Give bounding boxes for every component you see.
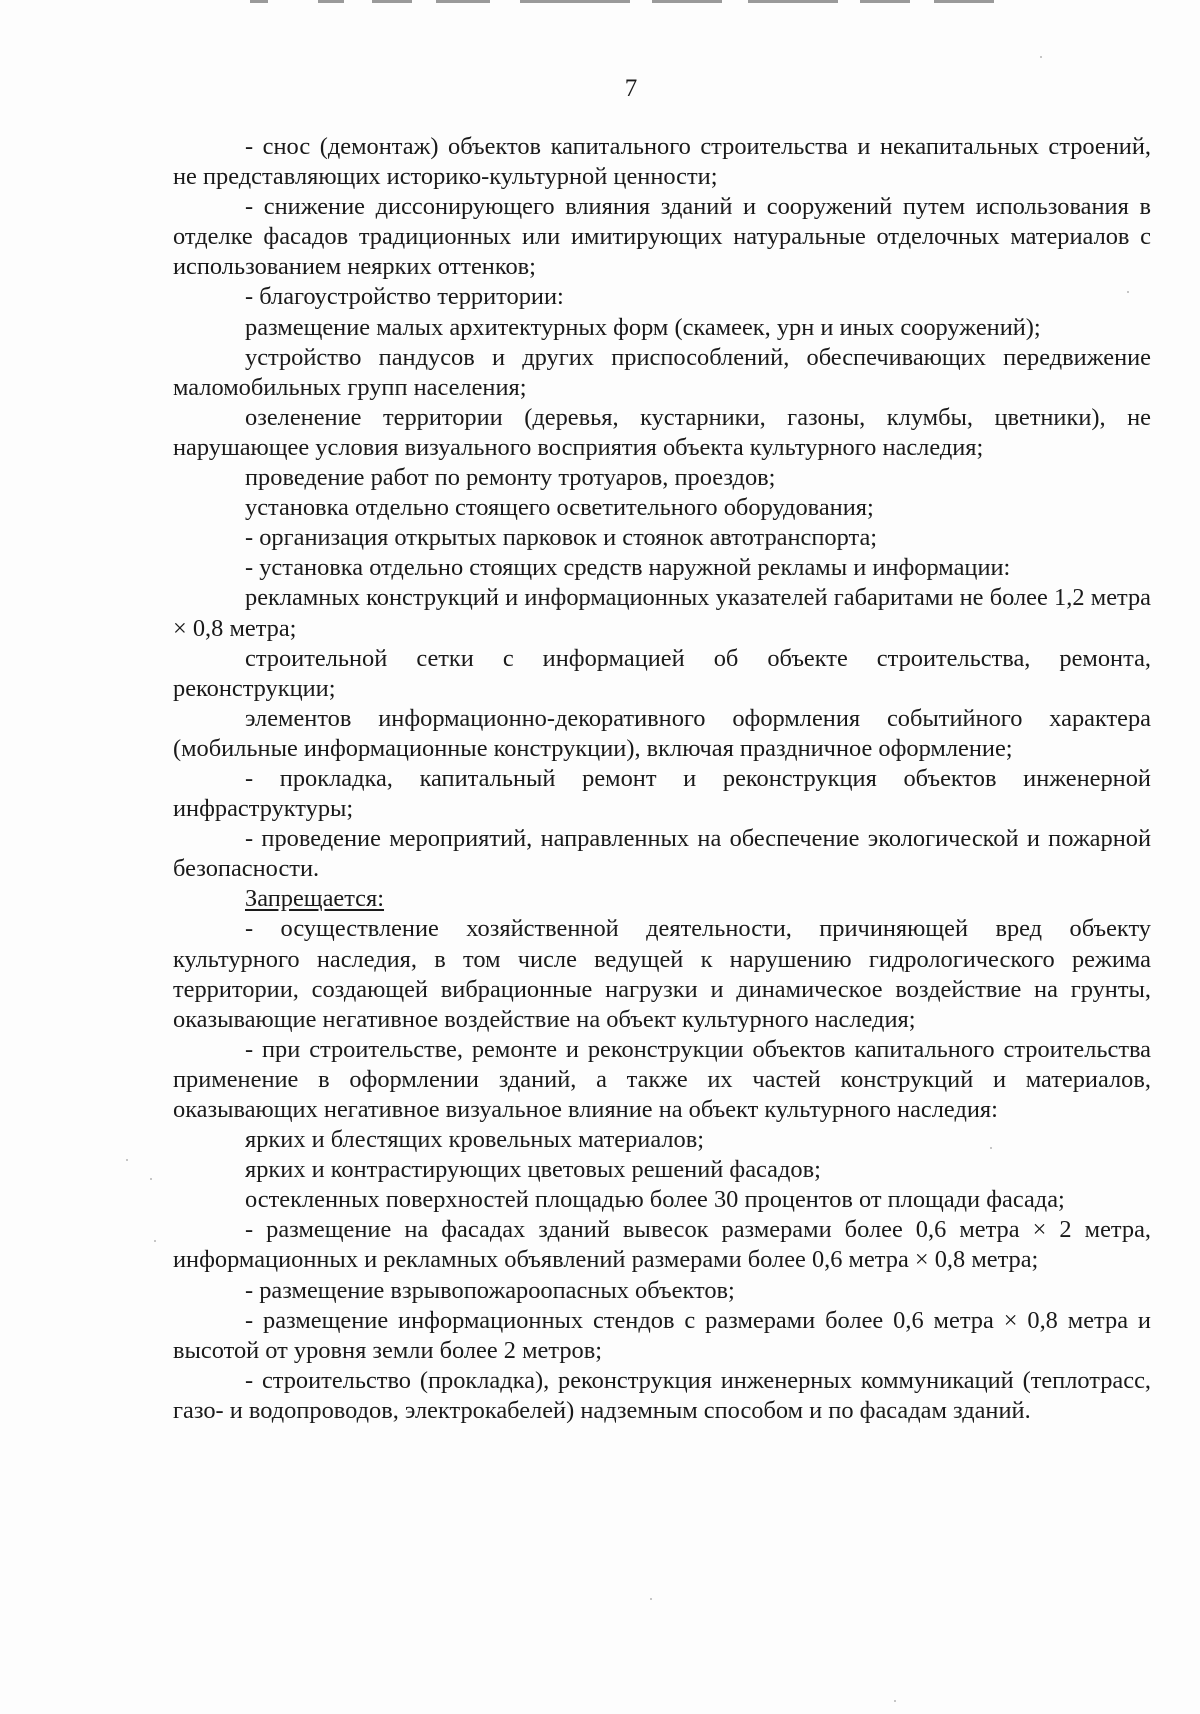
paragraph-2: - снижение диссонирующего влияния зданий и сооружений путем использования в отделке фасадов традиционных или имитирующих натуральные отделочных материалов с использованием неярких оттенков; bbox=[173, 193, 1151, 281]
paragraph-1: - снос (демонтаж) объектов капитального строительства и некапитальных строений, не представляющих историко-культурной ценности; bbox=[173, 133, 1151, 191]
scan-speck bbox=[990, 1147, 992, 1149]
paragraph-9: - организация открытых парковок и стоянок автотранспорта; bbox=[245, 524, 878, 552]
paragraph-10: - установка отдельно стоящих средств наружной рекламы и информации: bbox=[245, 554, 1011, 582]
page-number: 7 bbox=[624, 75, 638, 102]
paragraph-14: - прокладка, капитальный ремонт и реконструкция объектов инженерной инфраструктуры; bbox=[173, 764, 1151, 823]
document-body bbox=[173, 132, 1151, 1426]
paragraph-15: - проведение мероприятий, направленных на обеспечение экологической и пожарной безопасности. bbox=[173, 825, 1151, 883]
paragraph-12: строительной сетки с информацией об объекте строительства, ремонта, реконструкции; bbox=[173, 644, 1151, 702]
scan-speck bbox=[150, 1178, 152, 1180]
paragraph-20: ярких и контрастирующих цветовых решений фасадов; bbox=[245, 1156, 821, 1184]
paragraph-22: - размещение на фасадах зданий вывесок размерами более 0,6 метра × 2 метра, информационных и рекламных объявлений размерами более 0,6 метра × 0,8 метра; bbox=[173, 1216, 1151, 1274]
scan-speck bbox=[126, 1159, 128, 1161]
paragraph-24: - размещение информационных стендов с размерами более 0,6 метра × 0,8 метра и высотой от уровня земли более 2 метров; bbox=[173, 1306, 1151, 1364]
paragraph-5: устройство пандусов и других приспособлений, обеспечивающих передвижение маломобильных групп населения; bbox=[173, 343, 1151, 401]
scan-speck bbox=[650, 1598, 652, 1600]
scan-speck bbox=[154, 1240, 156, 1242]
paragraph-18: - при строительстве, ремонте и реконструкции объектов капитального строительства применение в оформлении зданий, а также их частей конструкций и материалов, оказывающих негативное визуальное влияние на объект культурного наследия: bbox=[173, 1035, 1151, 1123]
paragraph-25: - строительство (прокладка), реконструкция инженерных коммуникаций (теплотрасс, газо- и водопроводов, электрокабелей) надземным способом и по фасадам зданий. bbox=[173, 1366, 1151, 1424]
section-heading-prohibited bbox=[173, 884, 1151, 914]
scan-speck bbox=[1127, 291, 1129, 293]
paragraph-8: установка отдельно стоящего осветительного оборудования; bbox=[245, 494, 874, 522]
paragraph-4: размещение малых архитектурных форм (скамеек, урн и иных сооружений); bbox=[245, 313, 1041, 341]
paragraph-7: проведение работ по ремонту тротуаров, проездов; bbox=[245, 464, 776, 492]
paragraph-3: - благоустройство территории: bbox=[245, 283, 564, 311]
paragraph-13: элементов информационно-декоративного оформления событийного характера (мобильные информационные конструкции), включая праздничное оформление; bbox=[173, 704, 1151, 762]
scan-speck bbox=[1040, 56, 1042, 58]
scan-speck bbox=[894, 1700, 896, 1702]
paragraph-21: остекленных поверхностей площадью более 30 процентов от площади фасада; bbox=[245, 1186, 1065, 1214]
scan-edge-marks bbox=[0, 0, 1200, 6]
paragraph-17: - осуществление хозяйственной деятельности, причиняющей вред объекту культурного наследия, в том числе ведущей к нарушению гидрологического режима территории, создающей вибрационные нагрузки и динамическое воздействие на грунты, оказывающие негативное воздействие на объект культурного наследия; bbox=[173, 915, 1151, 1033]
section-heading-text: Запрещается: bbox=[245, 885, 385, 913]
paragraph-23: - размещение взрывопожароопасных объектов; bbox=[245, 1276, 735, 1304]
paragraph-11: рекламных конструкций и информационных указателей габаритами не более 1,2 метра × 0,8 метра; bbox=[173, 584, 1151, 642]
paragraph-19: ярких и блестящих кровельных материалов; bbox=[245, 1126, 705, 1154]
paragraph-6: озеленение территории (деревья, кустарники, газоны, клумбы, цветники), не нарушающее условия визуального восприятия объекта культурного наследия; bbox=[173, 403, 1151, 461]
